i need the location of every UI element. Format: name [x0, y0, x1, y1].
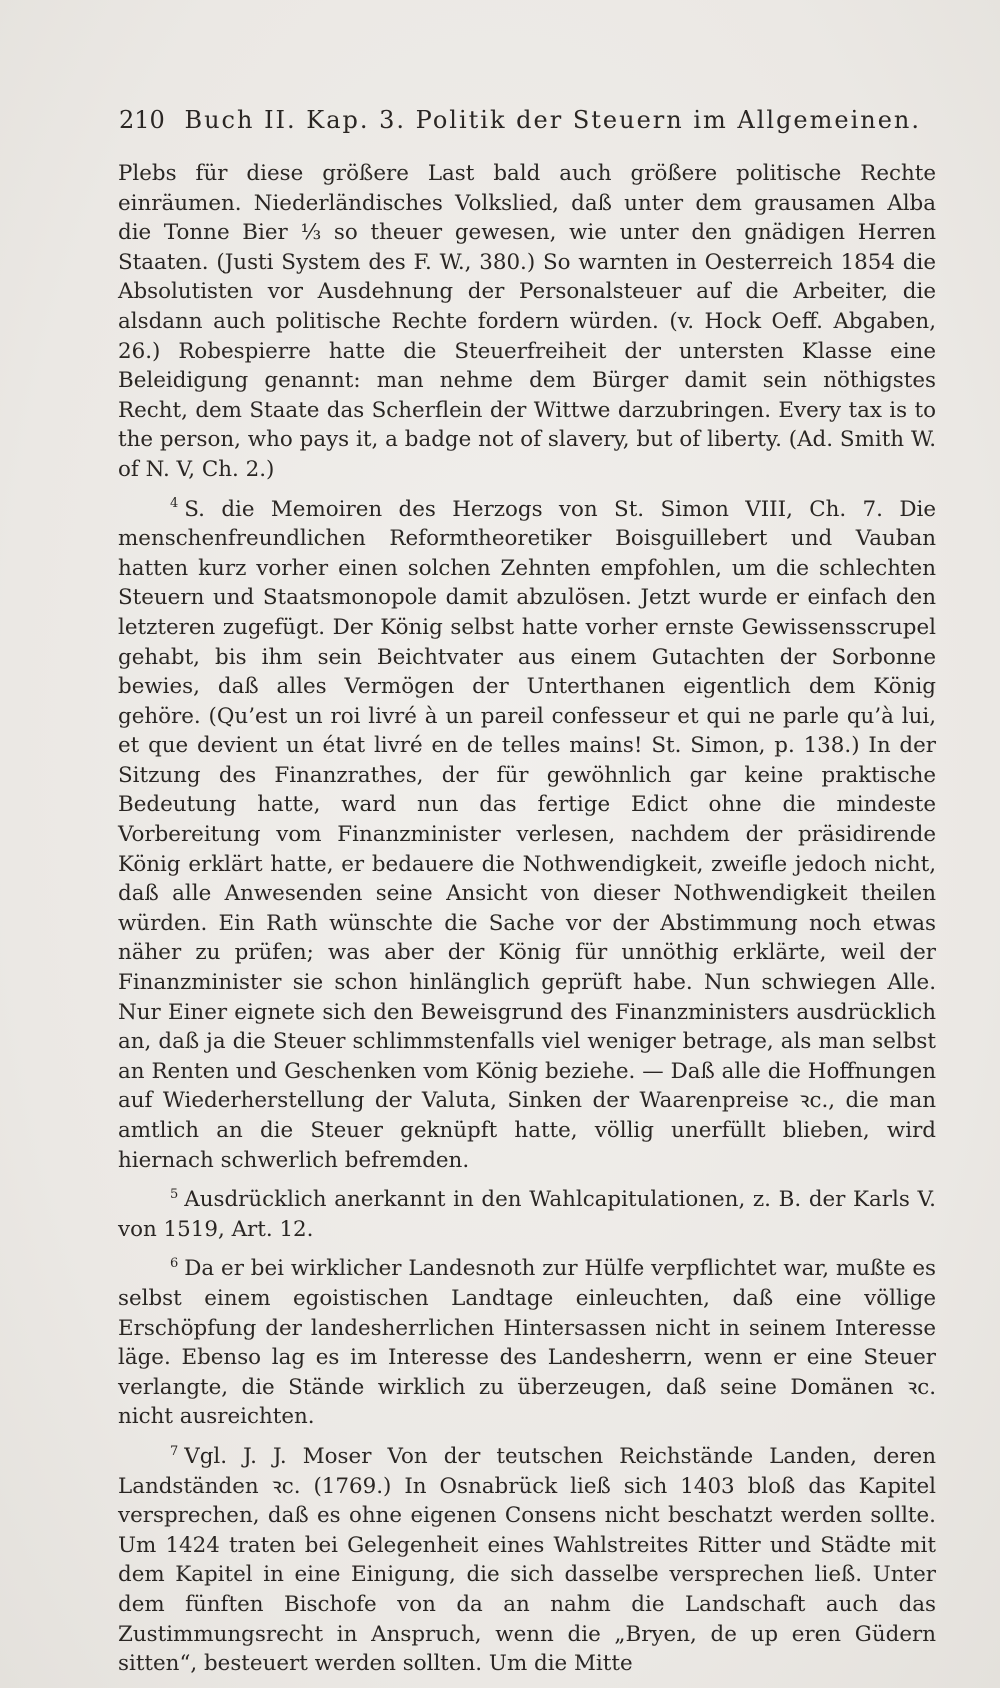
- footnote-text: S. die Memoiren des Herzogs von St. Simon VIII, Ch. 7. Die menschenfreundlichen Reformtheoretiker Boisguillebert und Vauban hatten kurz vorher einen solchen Zehnten empfohlen, um die schlechten Steuern und Staatsmonopole damit abzulösen. Jetzt wurde er einfach den letzteren zugefügt. Der König selbst hatte vorher ernste Gewissensscrupel gehabt, bis ihm sein Beichtvater aus einem Gutachten der Sorbonne bewies, daß alles Vermögen der Unterthanen eigentlich dem König gehöre. (Qu’est un roi livré à un pareil confesseur et qui ne parle qu’à lui, et que devient un état livré en de telles mains! St. Simon, p. 138.) In der Sitzung des Finanzrathes, der für gewöhnlich gar keine praktische Bedeutung hatte, ward nun das fertige Edict ohne die mindeste Vorbereitung vom Finanzminister verlesen, nachdem der präsidirende König erklärt hatte, er bedauere die Nothwendigkeit, zweifle jedoch nicht, daß alle Anwesenden seine Ansicht von dieser Nothwendigkeit theilen würden. Ein Rath wünschte die Sache vor der Abstimmung noch etwas näher zu prüfen; was aber der König für unnöthig erklärte, weil der Finanzminister sie schon hinlänglich geprüft habe. Nun schwiegen Alle. Nur Einer eignete sich den Beweisgrund des Finanzministers ausdrücklich an, daß ja die Steuer schlimmstenfalls viel weniger betrage, als man selbst an Renten und Geschenken vom König beziehe. — Daß alle die Hoffnungen auf Wiederherstellung der Valuta, Sinken der Waarenpreise ꝛc., die man amtlich an die Steuer geknüpft hatte, völlig unerfüllt blieben, wird hiernach schwerlich befremden.: [118, 496, 936, 1173]
- footnote-continuation: [118, 159, 936, 485]
- footnote-text: Da er bei wirklicher Landesnoth zur Hülfe verpflichtet war, mußte es selbst einem egoistischen Landtage einleuchten, daß eine völlige Erschöpfung der landesherrlichen Hintersassen nicht in seinem Interesse läge. Ebenso lag es im Interesse des Landesherrn, wenn er eine Steuer verlangte, die Stände wirklich zu überzeugen, daß seine Domänen ꝛc. nicht ausreichten.: [118, 1256, 936, 1430]
- footnote-text: Vgl. J. J. Moser Von der teutschen Reichstände Landen, deren Landständen ꝛc. (1769.) In Osnabrück ließ sich 1403 bloß das Kapitel versprechen, daß es ohne eigenen Consens nicht beschatzt werden sollte. Um 1424 traten bei Gelegenheit eines Wahlstreites Ritter und Städte mit dem Kapitel in eine Einigung, die sich dasselbe versprechen ließ. Unter dem fünften Bischofe von da an nahm die Landschaft auch das Zustimmungsrecht in Anspruch, wenn die „Bryen, de up eren Güdern sitten“, besteuert werden sollten. Um die Mitte: [118, 1443, 936, 1677]
- footnote-7: [118, 1442, 936, 1679]
- running-title: Buch II. Kap. 3. Politik der Steuern im Allgemeinen.: [184, 106, 922, 134]
- footnotes-body: [118, 159, 936, 1679]
- page-number: 210: [119, 106, 165, 134]
- footnote-marker: 4: [170, 496, 179, 512]
- footnote-text: Plebs für diese größere Last bald auch größere politische Rechte einräumen. Niederländisches Volkslied, daß unter dem grausamen Alba die Tonne Bier ⅓ so theuer gewesen, wie unter den gnädigen Herren Staaten. (Justi System des F. W., 380.) So warnten in Oesterreich 1854 die Absolutisten vor Ausdehnung der Personalsteuer auf die Arbeiter, die alsdann auch politische Rechte fordern würden. (v. Hock Oeff. Abgaben, 26.) Robespierre hatte die Steuerfreiheit der untersten Klasse eine Beleidigung genannt: man nehme dem Bürger damit sein nöthigstes Recht, dem Staate das Scherflein der Wittwe darzubringen. Every tax is to the person, who pays it, a badge not of slavery, but of liberty. (Ad. Smith W. of N. V, Ch. 2.): [118, 161, 936, 482]
- page-header: [119, 106, 922, 134]
- footnote-marker: 7: [170, 1443, 179, 1459]
- footnote-text: Ausdrücklich anerkannt in den Wahlcapitulationen, z. B. der Karls V. von 1519, Art. 12.: [118, 1187, 936, 1242]
- footnote-marker: 6: [170, 1256, 179, 1272]
- footnote-6: [118, 1254, 936, 1432]
- footnote-5: [118, 1185, 936, 1244]
- footnote-4: [118, 495, 936, 1176]
- footnote-marker: 5: [170, 1187, 179, 1203]
